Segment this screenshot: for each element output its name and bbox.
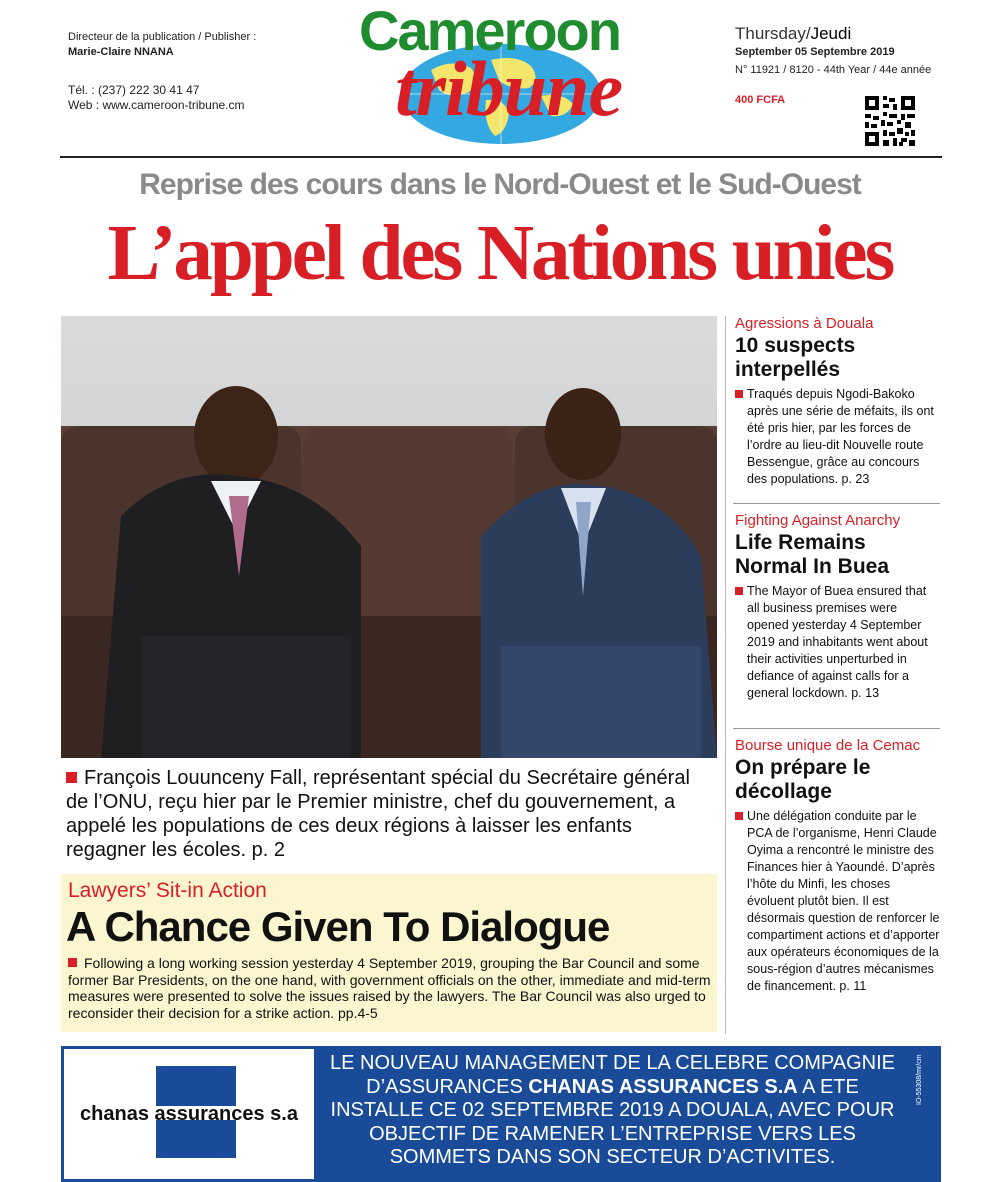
sidebar-story-1 [735, 315, 940, 488]
lawyers-kicker: Lawyers’ Sit-in Action [68, 879, 267, 902]
logo-cameroon: Cameroon [359, 0, 620, 62]
website: Web : www.cameroon-tribune.cm [68, 98, 245, 112]
bullet-icon [735, 812, 743, 820]
sidebar-kicker: Agressions à Douala [735, 315, 874, 332]
day-french: Jeudi [810, 24, 852, 43]
sidebar-kicker: Bourse unique de la Cemac [735, 737, 921, 754]
bullet-icon [735, 390, 743, 398]
lead-kicker: Reprise des cours dans le Nord-Ouest et le Sud-Ouest [139, 168, 861, 201]
lead-photo [61, 316, 717, 758]
sidebar-headline: 10 suspects interpellés [735, 334, 856, 381]
ad-text-start: LE NOUVEAU MANAGEMENT DE LA CELEBRE COMPAGNIE D’ASSURANCES [330, 1052, 895, 1098]
day-english: Thursday/ [735, 24, 811, 43]
masthead-logo [355, 0, 650, 146]
qr-code-icon [865, 96, 915, 146]
sidebar-separator [733, 728, 940, 729]
issue-number: N° 11921 / 8120 - 44th Year / 44e année [735, 64, 932, 76]
sidebar-headline: Life Remains Normal In Buea [735, 531, 890, 578]
header-rule [60, 156, 942, 158]
sidebar-text [735, 583, 940, 702]
sidebar-headline: On prépare le décollage [735, 756, 871, 803]
logo-tribune: tribune [395, 45, 623, 132]
bullet-icon [735, 587, 743, 595]
sidebar-text-body: The Mayor of Buea ensured that all business premises were opened yesterday 4 September 2019 and inhabitants went about their activities unperturbed in defiance of against calls for a general lockdown. p. 13 [747, 584, 928, 700]
lead-caption [66, 766, 716, 862]
sidebar-text [735, 808, 940, 995]
sidebar-text [735, 386, 940, 488]
ad-text-company: CHANAS ASSURANCES S.A [528, 1075, 798, 1098]
ad-text-end: A ETE INSTALLE CE 02 SEPTEMBRE 2019 A DOUALA, AVEC POUR OBJECTIF DE RAMENER L’ENTREPRISE VERS LES SOMMETS DANS SON SECTEUR D’ACTIVITES. [330, 1075, 895, 1168]
phone-number: Tél. : (237) 222 30 41 47 [68, 83, 200, 97]
publisher-name: Marie-Claire NNANA [68, 46, 174, 58]
bullet-icon [68, 958, 77, 967]
sidebar-separator [733, 503, 940, 504]
lawyers-text [68, 955, 713, 1021]
sidebar-kicker: Fighting Against Anarchy [735, 512, 901, 529]
price: 400 FCFA [735, 94, 786, 106]
sidebar-story-2 [735, 512, 940, 702]
lawyers-text-body: Following a long working session yesterday 4 September 2019, grouping the Bar Council and some former Bar Presidents, on the one hand, with government officials on the other, immediate and mid-term measures were presented to solve the issues raised by the lawyers. The Bar Council was also urged to reconsider their decision for a strike action. pp.4-5 [68, 955, 711, 1021]
lead-headline: L’appel des Nations unies [107, 210, 893, 297]
issue-info [735, 24, 965, 106]
publisher-label: Directeur de la publication / Publisher : [68, 31, 257, 43]
issue-date: September 05 Septembre 2019 [735, 46, 895, 58]
sidebar-story-3 [735, 737, 940, 995]
bullet-icon [66, 772, 77, 783]
sidebar-text-body: Traqués depuis Ngodi-Bakoko après une série de méfaits, ils ont été pris hier, par les forces de l’ordre au lieu-dit Nouvelle route Bessengue, grâce au concours des populations. p. 23 [747, 387, 934, 486]
publisher-block [68, 30, 328, 113]
lawyers-headline: A Chance Given To Dialogue [66, 903, 610, 950]
column-divider [725, 316, 726, 1034]
lead-caption-text: François Louunceny Fall, représentant spécial du Secrétaire général de l’ONU, reçu hier par le Premier ministre, chef du gouvernement, a appelé les populations de ces deux régions à laisser les enfants regagner les écoles. p. 2 [66, 767, 690, 861]
sidebar-text-body: Une délégation conduite par le PCA de l’organisme, Henri Claude Oyima a rencontré le ministre des Finances hier à Yaoundé. D’après l’hôte du Minfi, les choses évoluent plutôt bien. Il est désormais question de renforcer le compartiment actions et d’apporter aux opérateurs économiques de la sous-région d’autres mécanismes de financement. p. 11 [747, 809, 940, 993]
ad-text [330, 1052, 895, 1170]
ad-brand-name: chanas assurances s.a [80, 1103, 298, 1125]
ad-reference-code: IO-55308/mr/cm [916, 1054, 923, 1105]
